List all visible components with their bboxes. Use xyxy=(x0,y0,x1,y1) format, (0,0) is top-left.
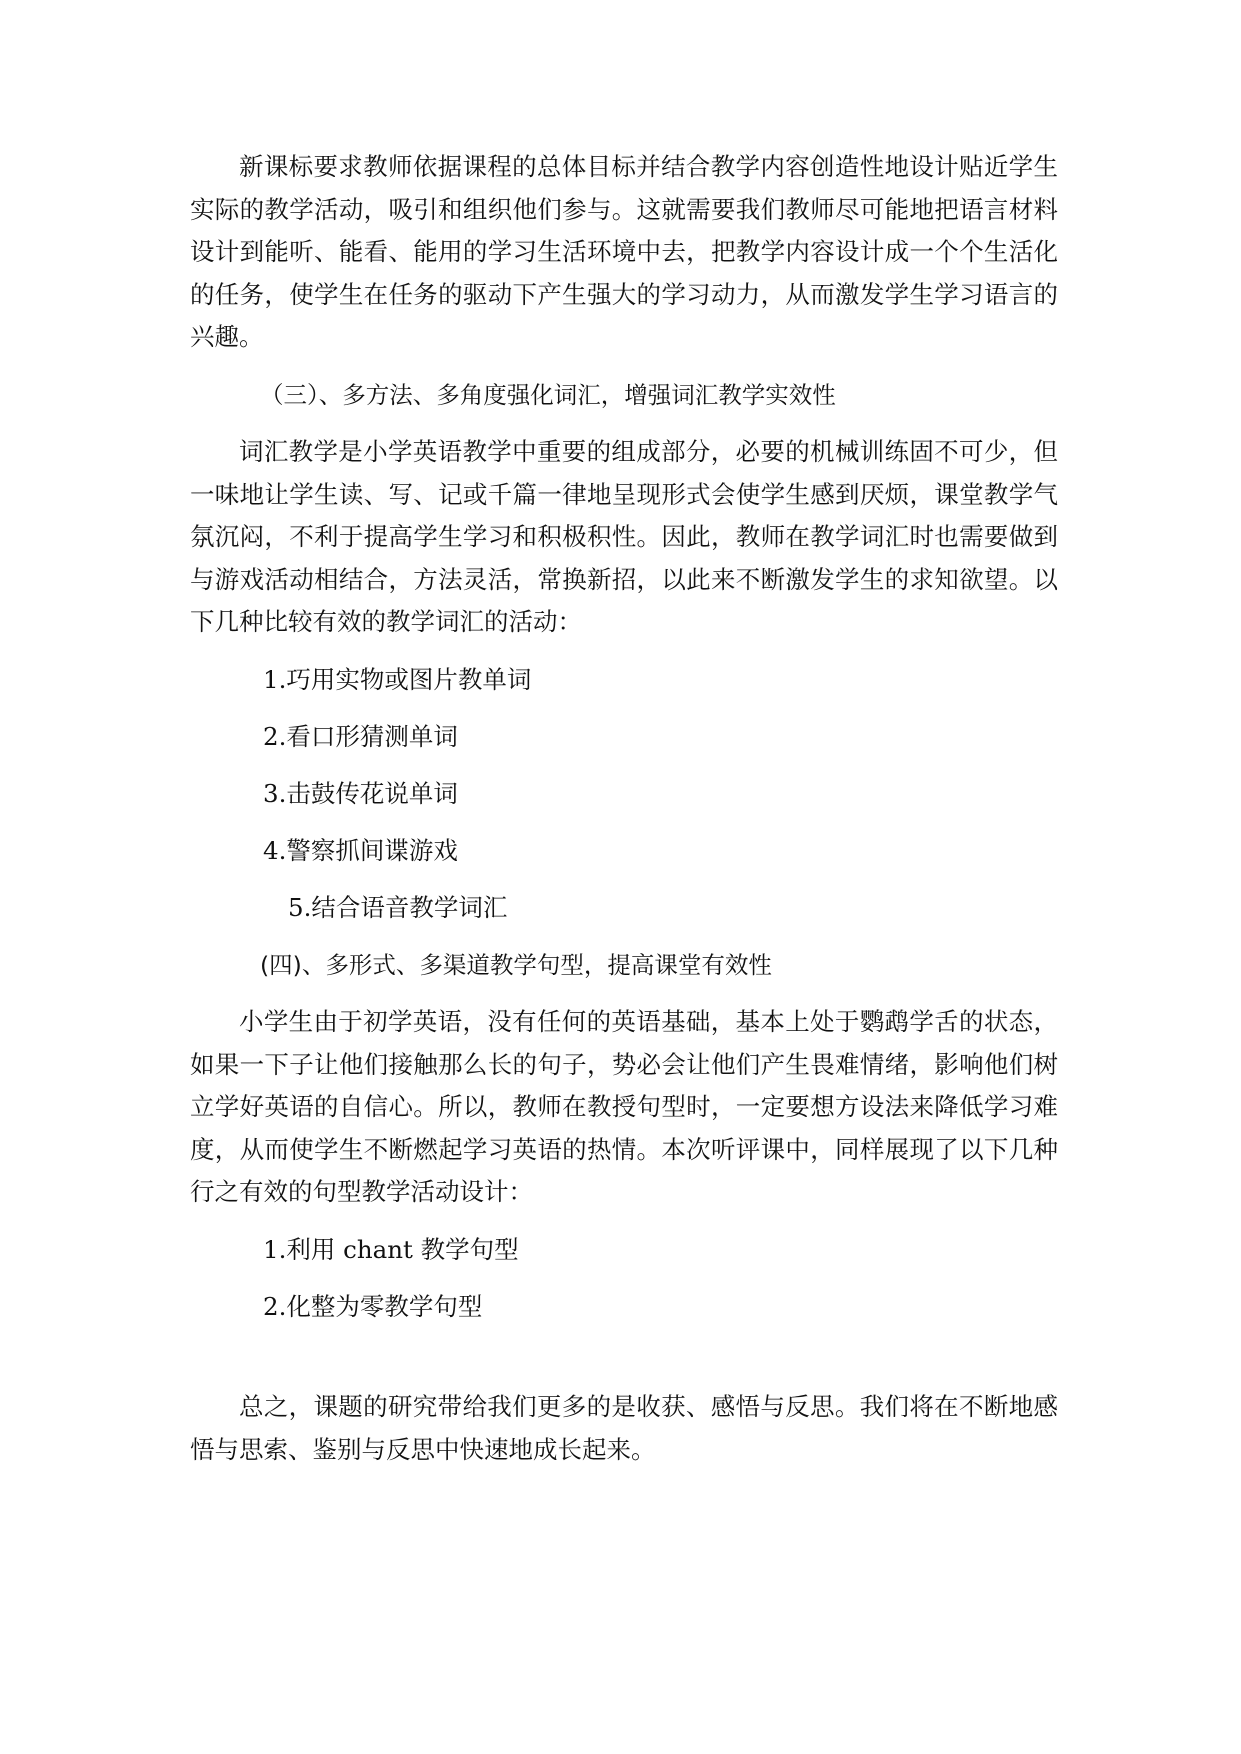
vocabulary-activity-list xyxy=(190,659,1058,944)
sentence-activity-list xyxy=(190,1229,1058,1329)
list-item: 2.看口形猜测单词 xyxy=(263,721,458,751)
document-body xyxy=(190,146,1058,1471)
heading-vocabulary-section: （三）、多方法、多角度强化词汇，增强词汇教学实效性 xyxy=(260,380,836,409)
list-item: 4.警察抓间谍游戏 xyxy=(263,835,458,865)
paragraph-sentence-teaching: 小学生由于初学英语，没有任何的英语基础，基本上处于鹦鹉学舌的状态，如果一下子让他们接触那么长的句子，势必会让他们产生畏难情绪，影响他们树立学好英语的自信心。所以，教师在教授句型时，一定要想方设法来降低学习难度，从而使学生不断燃起学习英语的热情。本次听评课中，同样展现了以下几种行之有效的句型教学活动设计： xyxy=(190,1007,1058,1206)
list-item: 2.化整为零教学句型 xyxy=(263,1291,483,1321)
list-item: 1.利用 chant 教学句型 xyxy=(263,1234,519,1264)
paragraph-vocabulary-teaching: 词汇教学是小学英语教学中重要的组成部分，必要的机械训练固不可少，但一味地让学生读、写、记或千篇一律地呈现形式会使学生感到厌烦，课堂教学气氛沉闷，不利于提高学生学习和积极积性。因此，教师在教学词汇时也需要做到与游戏活动相结合，方法灵活，常换新招，以此来不断激发学生的求知欲望。以下几种比较有效的教学词汇的活动： xyxy=(190,437,1058,636)
paragraph-activity-design: 新课标要求教师依据课程的总体目标并结合教学内容创造性地设计贴近学生实际的教学活动，吸引和组织他们参与。这就需要我们教师尽可能地把语言材料设计到能听、能看、能用的学习生活环境中去，把教学内容设计成一个个生活化的任务，使学生在任务的驱动下产生强大的学习动力，从而激发学生学习语言的兴趣。 xyxy=(190,152,1058,351)
paragraph-conclusion: 总之，课题的研究带给我们更多的是收获、感悟与反思。我们将在不断地感悟与思索、鉴别与反思中快速地成长起来。 xyxy=(190,1392,1058,1464)
heading-sentence-section: (四)、多形式、多渠道教学句型，提高课堂有效性 xyxy=(260,950,772,979)
list-item: 5.结合语音教学词汇 xyxy=(288,892,508,922)
list-item: 1.巧用实物或图片教单词 xyxy=(263,664,532,694)
list-item: 3.击鼓传花说单词 xyxy=(263,778,458,808)
